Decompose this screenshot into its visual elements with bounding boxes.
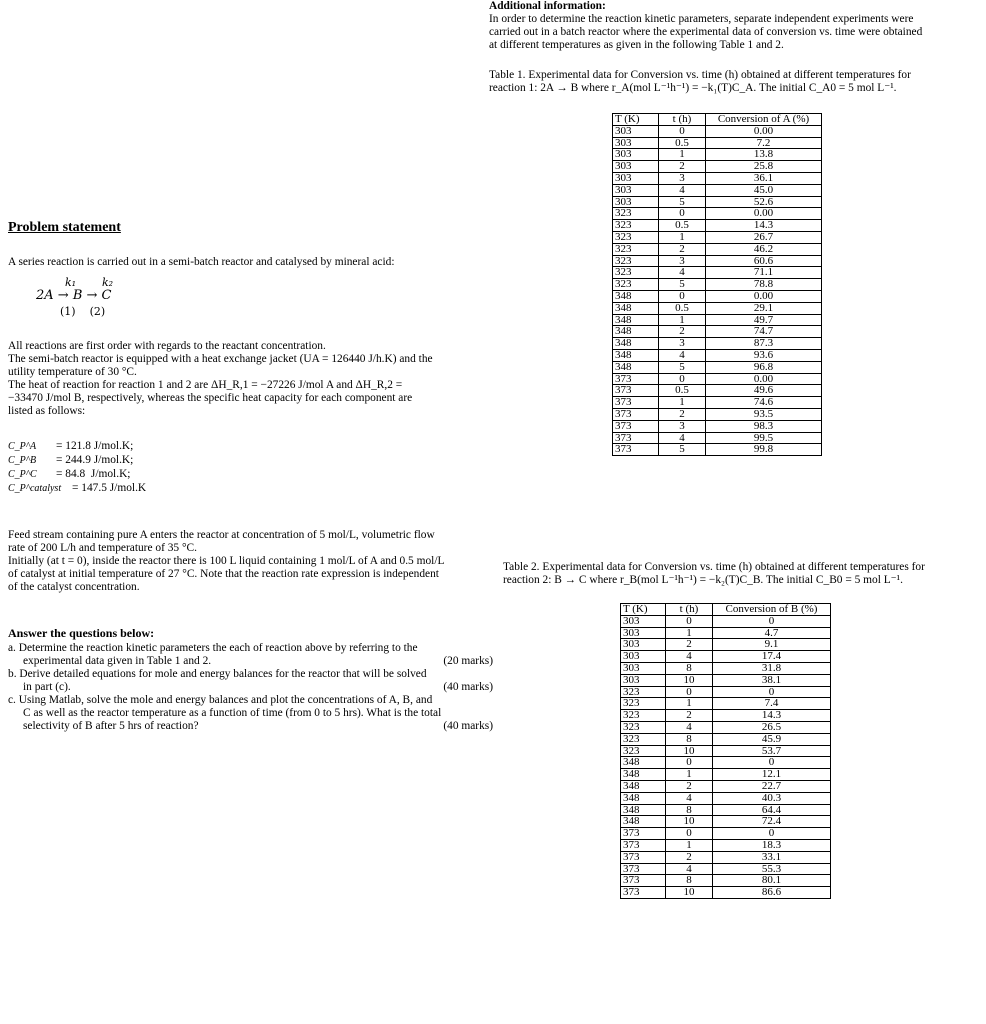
table1-cell-conversion: 96.8 (706, 361, 822, 373)
table2-cell-conversion: 4.7 (713, 627, 831, 639)
table2-cell-conversion: 18.3 (713, 839, 831, 851)
table1-cell-time: 3 (659, 172, 706, 184)
table2-cell-conversion: 33.1 (713, 851, 831, 863)
table1 (612, 113, 822, 456)
table2-cell-time: 0 (666, 615, 713, 627)
table1-cell-time: 0 (659, 125, 706, 137)
table1-cell-temp: 303 (613, 161, 659, 173)
table1-cell-temp: 323 (613, 220, 659, 232)
table1-row (613, 125, 822, 137)
table2-row (621, 875, 831, 887)
table1-row (613, 279, 822, 291)
additional-line-1: In order to determine the reaction kinetic parameters, separate independent experiments were (489, 13, 914, 25)
table1-cell-time: 0.5 (659, 302, 706, 314)
table2-cell-temp: 373 (621, 839, 666, 851)
table1-cell-time: 0.5 (659, 137, 706, 149)
table2-header-time: t (h) (666, 604, 713, 616)
table2-row (621, 662, 831, 674)
table1-cell-time: 0.5 (659, 220, 706, 232)
para2-line-5: of the catalyst concentration. (8, 581, 140, 593)
table1-cell-time: 5 (659, 361, 706, 373)
table1-caption-line-1: Table 1. Experimental data for Conversion vs. time (h) obtained at different temperatures for (489, 69, 911, 81)
table1-cell-time: 3 (659, 338, 706, 350)
table2-cell-time: 1 (666, 627, 713, 639)
table1-row (613, 267, 822, 279)
table1-cell-conversion: 13.8 (706, 149, 822, 161)
para1-line-2: The semi-batch reactor is equipped with a heat exchange jacket (UA = 126440 J/h.K) and the (8, 353, 433, 365)
table1-cell-time: 5 (659, 279, 706, 291)
table1-cell-conversion: 36.1 (706, 172, 822, 184)
table2-cell-conversion: 31.8 (713, 662, 831, 674)
table1-cell-temp: 323 (613, 208, 659, 220)
additional-info (489, 0, 959, 52)
table1-cell-time: 2 (659, 243, 706, 255)
cp-row-b (8, 454, 208, 468)
table1-cell-temp: 373 (613, 385, 659, 397)
table2-cell-conversion: 45.9 (713, 733, 831, 745)
table2-cell-conversion: 80.1 (713, 875, 831, 887)
problem-intro: A series reaction is carried out in a semi-batch reactor and catalysed by mineral acid: (8, 256, 395, 268)
table1-cell-time: 4 (659, 432, 706, 444)
table2-cell-time: 4 (666, 792, 713, 804)
table1-row (613, 290, 822, 302)
table1-cell-time: 5 (659, 196, 706, 208)
table2-cell-temp: 348 (621, 780, 666, 792)
table1-row (613, 420, 822, 432)
table2-cell-time: 2 (666, 780, 713, 792)
table1-row (613, 326, 822, 338)
table1-cell-time: 2 (659, 161, 706, 173)
question-b-line-2: in part (c). (23, 681, 71, 693)
table1-cell-conversion: 45.0 (706, 184, 822, 196)
para1-line-4: The heat of reaction for reaction 1 and 2 are ΔH_R,1 = −27226 J/mol A and ΔH_R,2 = (8, 379, 403, 391)
table2-cell-temp: 303 (621, 615, 666, 627)
table1-cell-temp: 348 (613, 338, 659, 350)
table1-cell-conversion: 93.6 (706, 349, 822, 361)
cp-label-catalyst: C_P^catalyst (8, 483, 62, 494)
table2-row (621, 757, 831, 769)
table2-cell-time: 2 (666, 851, 713, 863)
question-b (8, 668, 493, 694)
table2-caption (503, 561, 973, 587)
table1-row (613, 255, 822, 267)
table1-header-temp: T (K) (613, 114, 659, 126)
table2-cell-time: 10 (666, 816, 713, 828)
table1-row (613, 432, 822, 444)
table1-row (613, 161, 822, 173)
table2-cell-conversion: 53.7 (713, 745, 831, 757)
table2-cell-time: 8 (666, 662, 713, 674)
table1-cell-time: 2 (659, 408, 706, 420)
table2-row (621, 792, 831, 804)
table2-cell-conversion: 64.4 (713, 804, 831, 816)
cp-row-catalyst (8, 482, 208, 496)
table2-cell-conversion: 0 (713, 828, 831, 840)
table2-body (621, 615, 831, 898)
table2-cell-temp: 323 (621, 686, 666, 698)
question-c (8, 694, 493, 733)
question-c-marks: (40 marks) (443, 720, 493, 732)
table1-cell-temp: 373 (613, 373, 659, 385)
table2-row (621, 816, 831, 828)
cp-value-a: = 121.8 J/mol.K; (56, 440, 134, 452)
table2-cell-temp: 303 (621, 662, 666, 674)
table1-cell-temp: 303 (613, 125, 659, 137)
table2-cell-temp: 323 (621, 698, 666, 710)
table2-row (621, 698, 831, 710)
table2-row (621, 721, 831, 733)
table1-header-time: t (h) (659, 114, 706, 126)
table2-cell-temp: 373 (621, 863, 666, 875)
table2-cell-conversion: 55.3 (713, 863, 831, 875)
reaction-labels: (1) (2) (60, 305, 106, 318)
table1-row (613, 385, 822, 397)
rate-constant-k2: k₂ (102, 276, 114, 289)
table2-cell-time: 4 (666, 721, 713, 733)
table2-cell-temp: 348 (621, 792, 666, 804)
question-b-line-1: b. Derive detailed equations for mole and energy balances for the reactor that will be solved (8, 668, 427, 680)
table1-cell-conversion: 74.6 (706, 397, 822, 409)
table1-row (613, 243, 822, 255)
table2-caption-line-1: Table 2. Experimental data for Conversion vs. time (h) obtained at different temperatures for (503, 561, 925, 573)
para1-line-5: −33470 J/mol B, respectively, whereas the specific heat capacity for each component are (8, 392, 413, 404)
table2-cell-conversion: 9.1 (713, 639, 831, 651)
table2-row (621, 863, 831, 875)
table2-header-row (621, 604, 831, 616)
table1-cell-conversion: 46.2 (706, 243, 822, 255)
table2-row (621, 745, 831, 757)
cp-label-c: C_P^C (8, 469, 37, 480)
table1-cell-conversion: 87.3 (706, 338, 822, 350)
table2-cell-conversion: 17.4 (713, 651, 831, 663)
table1-cell-time: 1 (659, 231, 706, 243)
table1-cell-temp: 303 (613, 196, 659, 208)
table1-cell-conversion: 71.1 (706, 267, 822, 279)
table2-row (621, 780, 831, 792)
table2-cell-conversion: 72.4 (713, 816, 831, 828)
table2-row (621, 733, 831, 745)
table1-cell-conversion: 0.00 (706, 373, 822, 385)
table1-cell-temp: 323 (613, 279, 659, 291)
table1-cell-time: 0 (659, 373, 706, 385)
table2-cell-conversion: 0 (713, 686, 831, 698)
table2-cell-temp: 373 (621, 875, 666, 887)
table2-cell-time: 0 (666, 828, 713, 840)
table2-row (621, 839, 831, 851)
table1-cell-temp: 323 (613, 243, 659, 255)
table2-row (621, 615, 831, 627)
table1-cell-conversion: 29.1 (706, 302, 822, 314)
table1-row (613, 314, 822, 326)
table2-row (621, 651, 831, 663)
table2-cell-conversion: 0 (713, 615, 831, 627)
table1-cell-time: 3 (659, 255, 706, 267)
table1-cell-time: 5 (659, 444, 706, 456)
table1-cell-time: 4 (659, 267, 706, 279)
table2-cell-time: 10 (666, 887, 713, 899)
questions-heading: Answer the questions below: (8, 626, 155, 640)
table2-cell-temp: 303 (621, 627, 666, 639)
table2-cell-time: 2 (666, 639, 713, 651)
additional-line-2: carried out in a batch reactor where the experimental data of conversion vs. time were obtained (489, 26, 923, 38)
table1-cell-time: 2 (659, 326, 706, 338)
heat-capacity-list (8, 440, 208, 496)
table2-cell-temp: 348 (621, 816, 666, 828)
table2-cell-time: 8 (666, 804, 713, 816)
table1-row (613, 373, 822, 385)
table2-cell-time: 8 (666, 733, 713, 745)
table1-cell-temp: 373 (613, 408, 659, 420)
table1-cell-time: 0 (659, 208, 706, 220)
table2-cell-time: 1 (666, 769, 713, 781)
table1-cell-temp: 323 (613, 255, 659, 267)
table1-cell-time: 4 (659, 349, 706, 361)
table2-header-conversion: Conversion of B (%) (713, 604, 831, 616)
table2-row (621, 851, 831, 863)
table2-cell-time: 0 (666, 757, 713, 769)
table2-header-temp: T (K) (621, 604, 666, 616)
table2-cell-conversion: 0 (713, 757, 831, 769)
table1-cell-temp: 303 (613, 172, 659, 184)
table1-row (613, 231, 822, 243)
table1-row (613, 220, 822, 232)
table2-cell-temp: 323 (621, 745, 666, 757)
table1-row (613, 149, 822, 161)
table1-cell-temp: 323 (613, 267, 659, 279)
cp-value-catalyst: = 147.5 J/mol.K (72, 482, 147, 494)
table1-cell-temp: 303 (613, 184, 659, 196)
table1-row (613, 349, 822, 361)
table2-cell-time: 1 (666, 698, 713, 710)
cp-value-b: = 244.9 J/mol.K; (56, 454, 134, 466)
table1-cell-time: 0 (659, 290, 706, 302)
table1-cell-conversion: 0.00 (706, 208, 822, 220)
para1-line-3: utility temperature of 30 °C. (8, 366, 137, 378)
para2-line-4: of catalyst at initial temperature of 27 °C. Note that the reaction rate expression is independent (8, 568, 439, 580)
para1-line-6: listed as follows: (8, 405, 86, 417)
table1-cell-conversion: 60.6 (706, 255, 822, 267)
reaction-equation: 2A → B → C (36, 288, 112, 303)
additional-heading: Additional information: (489, 0, 606, 12)
table1-cell-conversion: 78.8 (706, 279, 822, 291)
table2-row (621, 887, 831, 899)
table1-cell-temp: 348 (613, 290, 659, 302)
question-b-marks: (40 marks) (443, 681, 493, 693)
table2-cell-temp: 348 (621, 769, 666, 781)
table2-cell-time: 10 (666, 745, 713, 757)
table1-caption-line-2: reaction 1: 2A → B where r_A(mol L⁻¹h⁻¹) = −k₁(T)C_A. The initial C_A0 = 5 mol L⁻¹. (489, 82, 897, 94)
problem-heading: Problem statement (8, 220, 121, 235)
table2-cell-time: 1 (666, 839, 713, 851)
table1-cell-conversion: 74.7 (706, 326, 822, 338)
table1-cell-conversion: 25.8 (706, 161, 822, 173)
table2-cell-time: 10 (666, 674, 713, 686)
table1-cell-time: 1 (659, 314, 706, 326)
question-c-line-1: c. Using Matlab, solve the mole and energy balances and plot the concentrations of A, B, and (8, 694, 433, 706)
cp-label-b: C_P^B (8, 455, 37, 466)
table1-row (613, 196, 822, 208)
question-a-line-1: a. Determine the reaction kinetic parameters the each of reaction above by referring to the (8, 642, 418, 654)
table1-cell-temp: 303 (613, 137, 659, 149)
question-a-marks: (20 marks) (443, 655, 493, 667)
table2-cell-conversion: 38.1 (713, 674, 831, 686)
table1-cell-temp: 348 (613, 326, 659, 338)
table1-row (613, 208, 822, 220)
table2-row (621, 674, 831, 686)
table2-cell-temp: 323 (621, 733, 666, 745)
table1-cell-conversion: 98.3 (706, 420, 822, 432)
table1-cell-temp: 373 (613, 397, 659, 409)
table1-row (613, 302, 822, 314)
table2-row (621, 804, 831, 816)
table1-cell-conversion: 99.5 (706, 432, 822, 444)
table2-row (621, 686, 831, 698)
cp-row-c (8, 468, 208, 482)
table2-cell-temp: 303 (621, 639, 666, 651)
table2-cell-temp: 348 (621, 804, 666, 816)
para2-line-1: Feed stream containing pure A enters the reactor at concentration of 5 mol/L, volumetric flow (8, 529, 435, 541)
question-c-line-2: C as well as the reactor temperature as a function of time (from 0 to 5 hrs). What is the total (23, 707, 442, 719)
table1-cell-time: 1 (659, 149, 706, 161)
table1-body (613, 125, 822, 455)
table1-cell-temp: 373 (613, 420, 659, 432)
table2-cell-time: 4 (666, 651, 713, 663)
table1-caption (489, 69, 959, 95)
table2-cell-temp: 373 (621, 887, 666, 899)
question-a (8, 642, 493, 668)
questions-list (8, 642, 493, 733)
table2-cell-conversion: 22.7 (713, 780, 831, 792)
table2-cell-temp: 323 (621, 721, 666, 733)
table1-row (613, 361, 822, 373)
table2-cell-conversion: 26.5 (713, 721, 831, 733)
table2-cell-conversion: 86.6 (713, 887, 831, 899)
cp-value-c: = 84.8 J/mol.K; (56, 468, 131, 480)
table2-cell-temp: 373 (621, 828, 666, 840)
table1-cell-time: 3 (659, 420, 706, 432)
cp-row-a (8, 440, 208, 454)
table1-row (613, 137, 822, 149)
table1-cell-conversion: 0.00 (706, 125, 822, 137)
table1-row (613, 397, 822, 409)
table1-cell-conversion: 14.3 (706, 220, 822, 232)
table1-row (613, 338, 822, 350)
table2-cell-time: 8 (666, 875, 713, 887)
table1-cell-temp: 348 (613, 349, 659, 361)
table1-cell-temp: 348 (613, 361, 659, 373)
table1-cell-time: 0.5 (659, 385, 706, 397)
table1-cell-temp: 348 (613, 314, 659, 326)
table2-row (621, 639, 831, 651)
table1-cell-conversion: 26.7 (706, 231, 822, 243)
para1-line-1: All reactions are first order with regards to the reactant concentration. (8, 340, 326, 352)
table2-row (621, 710, 831, 722)
table2-cell-conversion: 7.4 (713, 698, 831, 710)
table2-cell-conversion: 12.1 (713, 769, 831, 781)
cp-label-a: C_P^A (8, 441, 37, 452)
para2-line-3: Initially (at t = 0), inside the reactor there is 100 L liquid containing 1 mol/L of A and 0.5 mol/L (8, 555, 445, 567)
table1-cell-conversion: 93.5 (706, 408, 822, 420)
table1-cell-conversion: 0.00 (706, 290, 822, 302)
table2-cell-temp: 323 (621, 710, 666, 722)
table1-header-conversion: Conversion of A (%) (706, 114, 822, 126)
table1-cell-conversion: 7.2 (706, 137, 822, 149)
rate-constant-k1: k₁ (65, 276, 77, 289)
table2-caption-line-2: reaction 2: B → C where r_B(mol L⁻¹h⁻¹) = −k₂(T)C_B. The initial C_B0 = 5 mol L⁻¹. (503, 574, 903, 586)
question-a-line-2: experimental data given in Table 1 and 2. (23, 655, 212, 667)
table1-cell-temp: 348 (613, 302, 659, 314)
table2-cell-temp: 303 (621, 674, 666, 686)
table2-cell-time: 0 (666, 686, 713, 698)
table1-cell-time: 1 (659, 397, 706, 409)
table2-cell-conversion: 40.3 (713, 792, 831, 804)
table2-cell-conversion: 14.3 (713, 710, 831, 722)
table2-cell-time: 2 (666, 710, 713, 722)
table1-cell-temp: 373 (613, 444, 659, 456)
table1-cell-conversion: 52.6 (706, 196, 822, 208)
table1-cell-temp: 303 (613, 149, 659, 161)
table1-row (613, 184, 822, 196)
table1-cell-conversion: 49.7 (706, 314, 822, 326)
table1-header-row (613, 114, 822, 126)
table2-row (621, 769, 831, 781)
question-c-line-3: selectivity of B after 5 hrs of reaction? (23, 720, 199, 732)
table1-cell-temp: 373 (613, 432, 659, 444)
table2-cell-temp: 303 (621, 651, 666, 663)
table1-row (613, 444, 822, 456)
table2-cell-temp: 348 (621, 757, 666, 769)
table2-cell-temp: 373 (621, 851, 666, 863)
problem-para-1 (8, 340, 493, 418)
table2-cell-time: 4 (666, 863, 713, 875)
para2-line-2: rate of 200 L/h and temperature of 35 °C. (8, 542, 197, 554)
table1-cell-temp: 323 (613, 231, 659, 243)
problem-para-2 (8, 529, 504, 594)
table1-cell-conversion: 99.8 (706, 444, 822, 456)
table2 (620, 603, 831, 899)
table1-row (613, 172, 822, 184)
table1-row (613, 408, 822, 420)
table1-cell-conversion: 49.6 (706, 385, 822, 397)
table2-row (621, 828, 831, 840)
additional-line-3: at different temperatures as given in the following Table 1 and 2. (489, 39, 784, 51)
table2-row (621, 627, 831, 639)
reaction-scheme (36, 276, 146, 320)
table1-cell-time: 4 (659, 184, 706, 196)
